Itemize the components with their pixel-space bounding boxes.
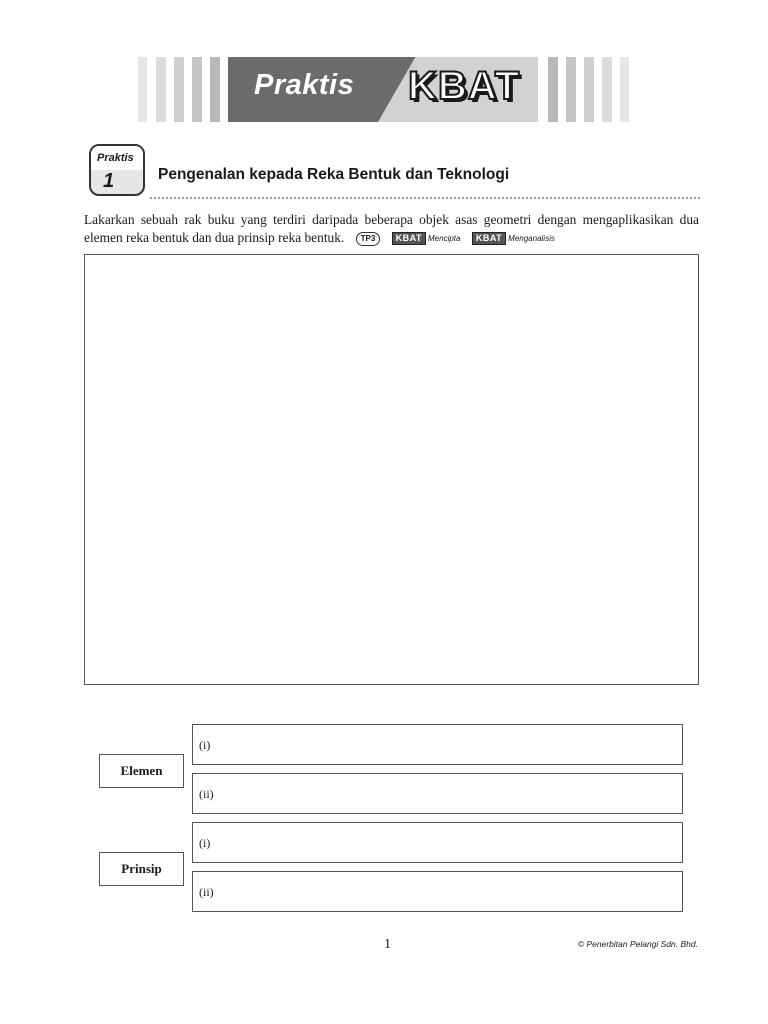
elemen-answer-box[interactable]	[192, 724, 683, 765]
banner-stripe	[602, 57, 612, 122]
banner-stripe	[620, 57, 629, 122]
answer-number: (ii)	[199, 787, 214, 801]
prinsip-answer-box[interactable]	[192, 871, 683, 912]
answer-number: (ii)	[199, 885, 214, 899]
banner-word: Praktis	[254, 69, 355, 101]
banner-stripe	[138, 57, 147, 122]
banner-stripe	[210, 57, 220, 122]
instruction-paragraph	[84, 211, 699, 248]
kbat-tag: KBAT	[392, 232, 426, 245]
kbat-tag-text: Menganalisis	[508, 234, 555, 243]
banner-stripe	[192, 57, 202, 122]
banner-stripe	[548, 57, 558, 122]
banner-stripe	[174, 57, 184, 122]
section-title: Pengenalan kepada Reka Bentuk dan Teknologi	[158, 166, 510, 183]
copyright-notice: © Penerbitan Pelangi Sdn. Bhd.	[577, 939, 698, 949]
answer-number: (i)	[199, 836, 211, 850]
elemen-answer-box[interactable]	[192, 773, 683, 814]
kbat-tag-text: Mencipta	[428, 234, 461, 243]
instruction-text: Lakarkan sebuah rak buku yang terdiri daripada beberapa objek asas geometri dengan mengaplikasikan dua elemen reka bentuk dan dua prinsip reka bentuk.	[84, 212, 699, 245]
page-number: 1	[384, 937, 391, 952]
sketch-area[interactable]	[84, 254, 699, 685]
kbat-logo: KBAT	[408, 64, 521, 108]
dotted-divider	[150, 197, 700, 199]
prinsip-answer-box[interactable]	[192, 822, 683, 863]
praktis-kbat-banner	[138, 57, 630, 122]
badge-label: Praktis	[97, 152, 134, 164]
badge-number: 1	[103, 170, 115, 192]
kbat-tag: KBAT	[472, 232, 506, 245]
tp-level-tag: TP3	[356, 232, 381, 246]
banner-stripe	[584, 57, 594, 122]
answer-number: (i)	[199, 738, 211, 752]
banner-stripe	[566, 57, 576, 122]
banner-stripe	[156, 57, 166, 122]
prinsip-label: Prinsip	[99, 852, 184, 886]
elemen-label: Elemen	[99, 754, 184, 788]
praktis-badge	[89, 144, 145, 196]
banner-title-block	[228, 57, 538, 122]
